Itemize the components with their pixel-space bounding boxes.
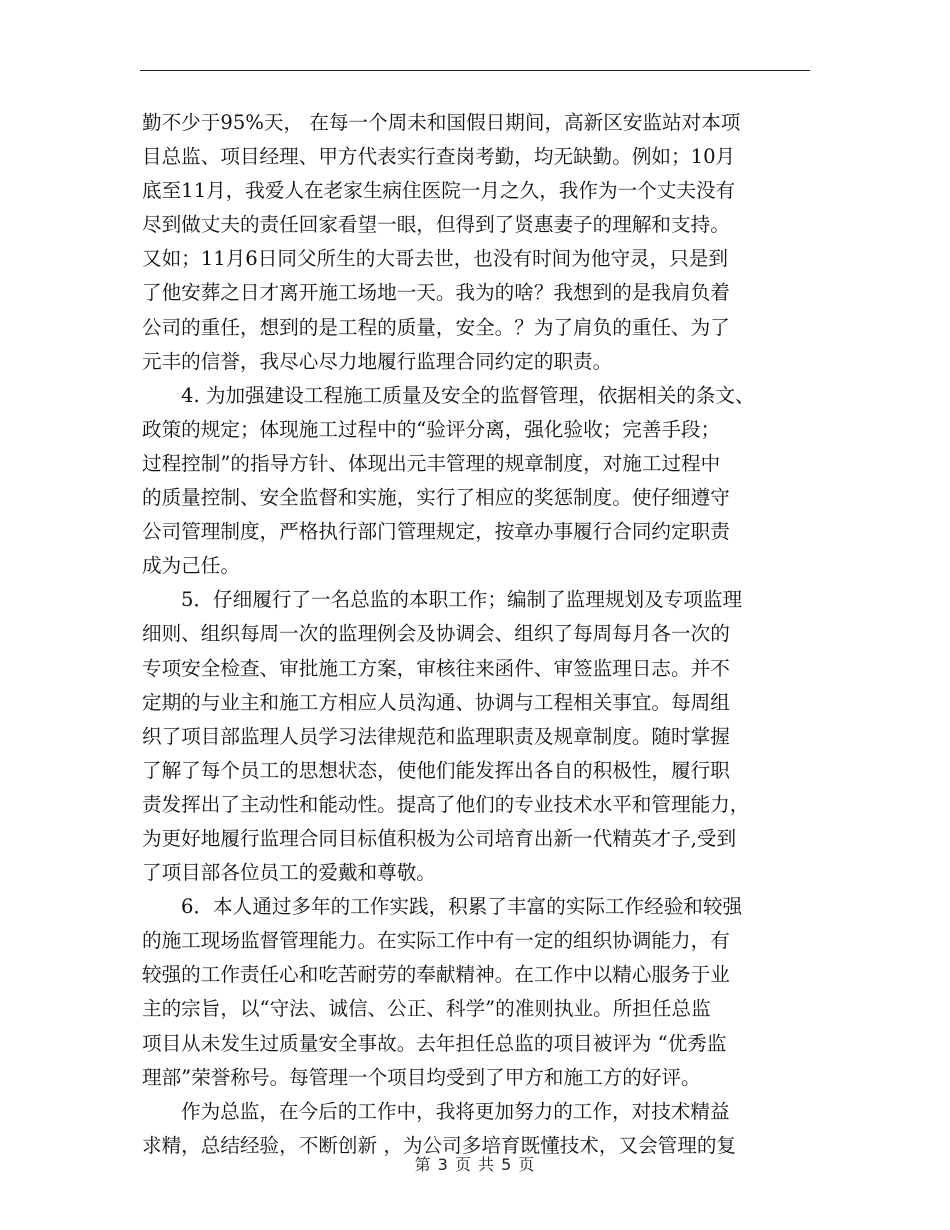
text-line: 的质量控制、安全监督和实施，实行了相应的奖惩制度。使仔细遵守 [142,486,730,510]
text-line: 定期的与业主和施工方相应人员沟通、协调与工程相关事宜。每周组 [142,690,730,714]
text-line: 底至11月，我爱人在老家生病住医院一月之久，我作为一个丈夫没有 [142,179,736,203]
text-line: 了项目部各位员工的爱戴和尊敬。 [142,861,436,885]
text-line: 作为总监，在今后的工作中，我将更加努力的工作，对技术精益 [181,1099,730,1123]
text-line: 成为己任。 [142,554,240,578]
text-line: 公司管理制度，严格执行部门管理规定，按章办事履行合同约定职责 [142,520,730,544]
text-line: 理部”荣誉称号。每管理一个项目均受到了甲方和施工方的好评。 [142,1065,701,1089]
text-line: 了他安葬之日才离开施工场地一天。我为的啥？我想到的是我肩负着 [142,281,730,305]
text-line: 织了项目部监理人员学习法律规范和监理职责及规章制度。随时掌握 [142,724,730,748]
text-line: 6．本人通过多年的工作实践，积累了丰富的实际工作经验和较强 [181,895,743,919]
text-line: 专项安全检查、审批施工方案，审核往来函件、审签监理日志。并不 [142,656,730,680]
header-rule [140,70,810,71]
text-line: 政策的规定；体现施工过程中的“验评分离，强化验收；完善手段； [142,417,721,441]
text-line: 目总监、项目经理、甲方代表实行查岗考勤，均无缺勤。例如；10月 [142,145,736,169]
text-line: 较强的工作责任心和吃苦耐劳的奉献精神。在工作中以精心服务于业 [142,963,730,987]
text-line: 4. 为加强建设工程施工质量及安全的监督管理，依据相关的条文、 [181,383,755,407]
text-line: 公司的重任，想到的是工程的质量，安全。？为了肩负的重任、为了 [142,315,730,339]
text-line: 元丰的信誉，我尽心尽力地履行监理合同约定的职责。 [142,349,613,373]
text-line: 细则、组织每周一次的监理例会及协调会、组织了每周每月各一次的 [142,622,730,646]
body-text [142,106,842,1163]
text-line: 主的宗旨，以“守法、诚信、公正、科学”的准则执业。所担任总监 [142,997,711,1021]
text-line: 又如；11月6日同父所生的大哥去世，也没有时间为他守灵，只是到 [142,247,729,271]
text-line: 勤不少于95%天， 在每一个周未和国假日期间，高新区安监站对本项 [142,111,741,134]
text-line: 了解了每个员工的思想状态，使他们能发挥出各自的积极性，履行职 [142,758,730,782]
text-line: 的施工现场监督管理能力。在实际工作中有一定的组织协调能力，有 [142,929,730,953]
text-line: 责发挥出了主动性和能动性。提高了他们的专业技术水平和管理能力， [142,792,750,816]
text-line: 尽到做丈夫的责任回家看望一眼，但得到了贤惠妻子的理解和支持。 [142,213,730,237]
text-line: 项目从未发生过质量安全事故。去年担任总监的项目被评为 “优秀监 [142,1031,727,1055]
text-line: 5．仔细履行了一名总监的本职工作；编制了监理规划及专项监理 [181,588,743,612]
text-line: 为更好地履行监理合同目标值积极为公司培育出新一代精英才子,受到 [142,826,737,850]
text-line: 求精，总结经验，不断创新 ，为公司多培育既懂技术，又会管理的复 [142,1133,737,1157]
text-line: 过程控制”的指导方针、体现出元丰管理的规章制度，对施工过程中 [142,451,721,475]
page-footer: 第 3 页 共 5 页 [414,1155,536,1174]
